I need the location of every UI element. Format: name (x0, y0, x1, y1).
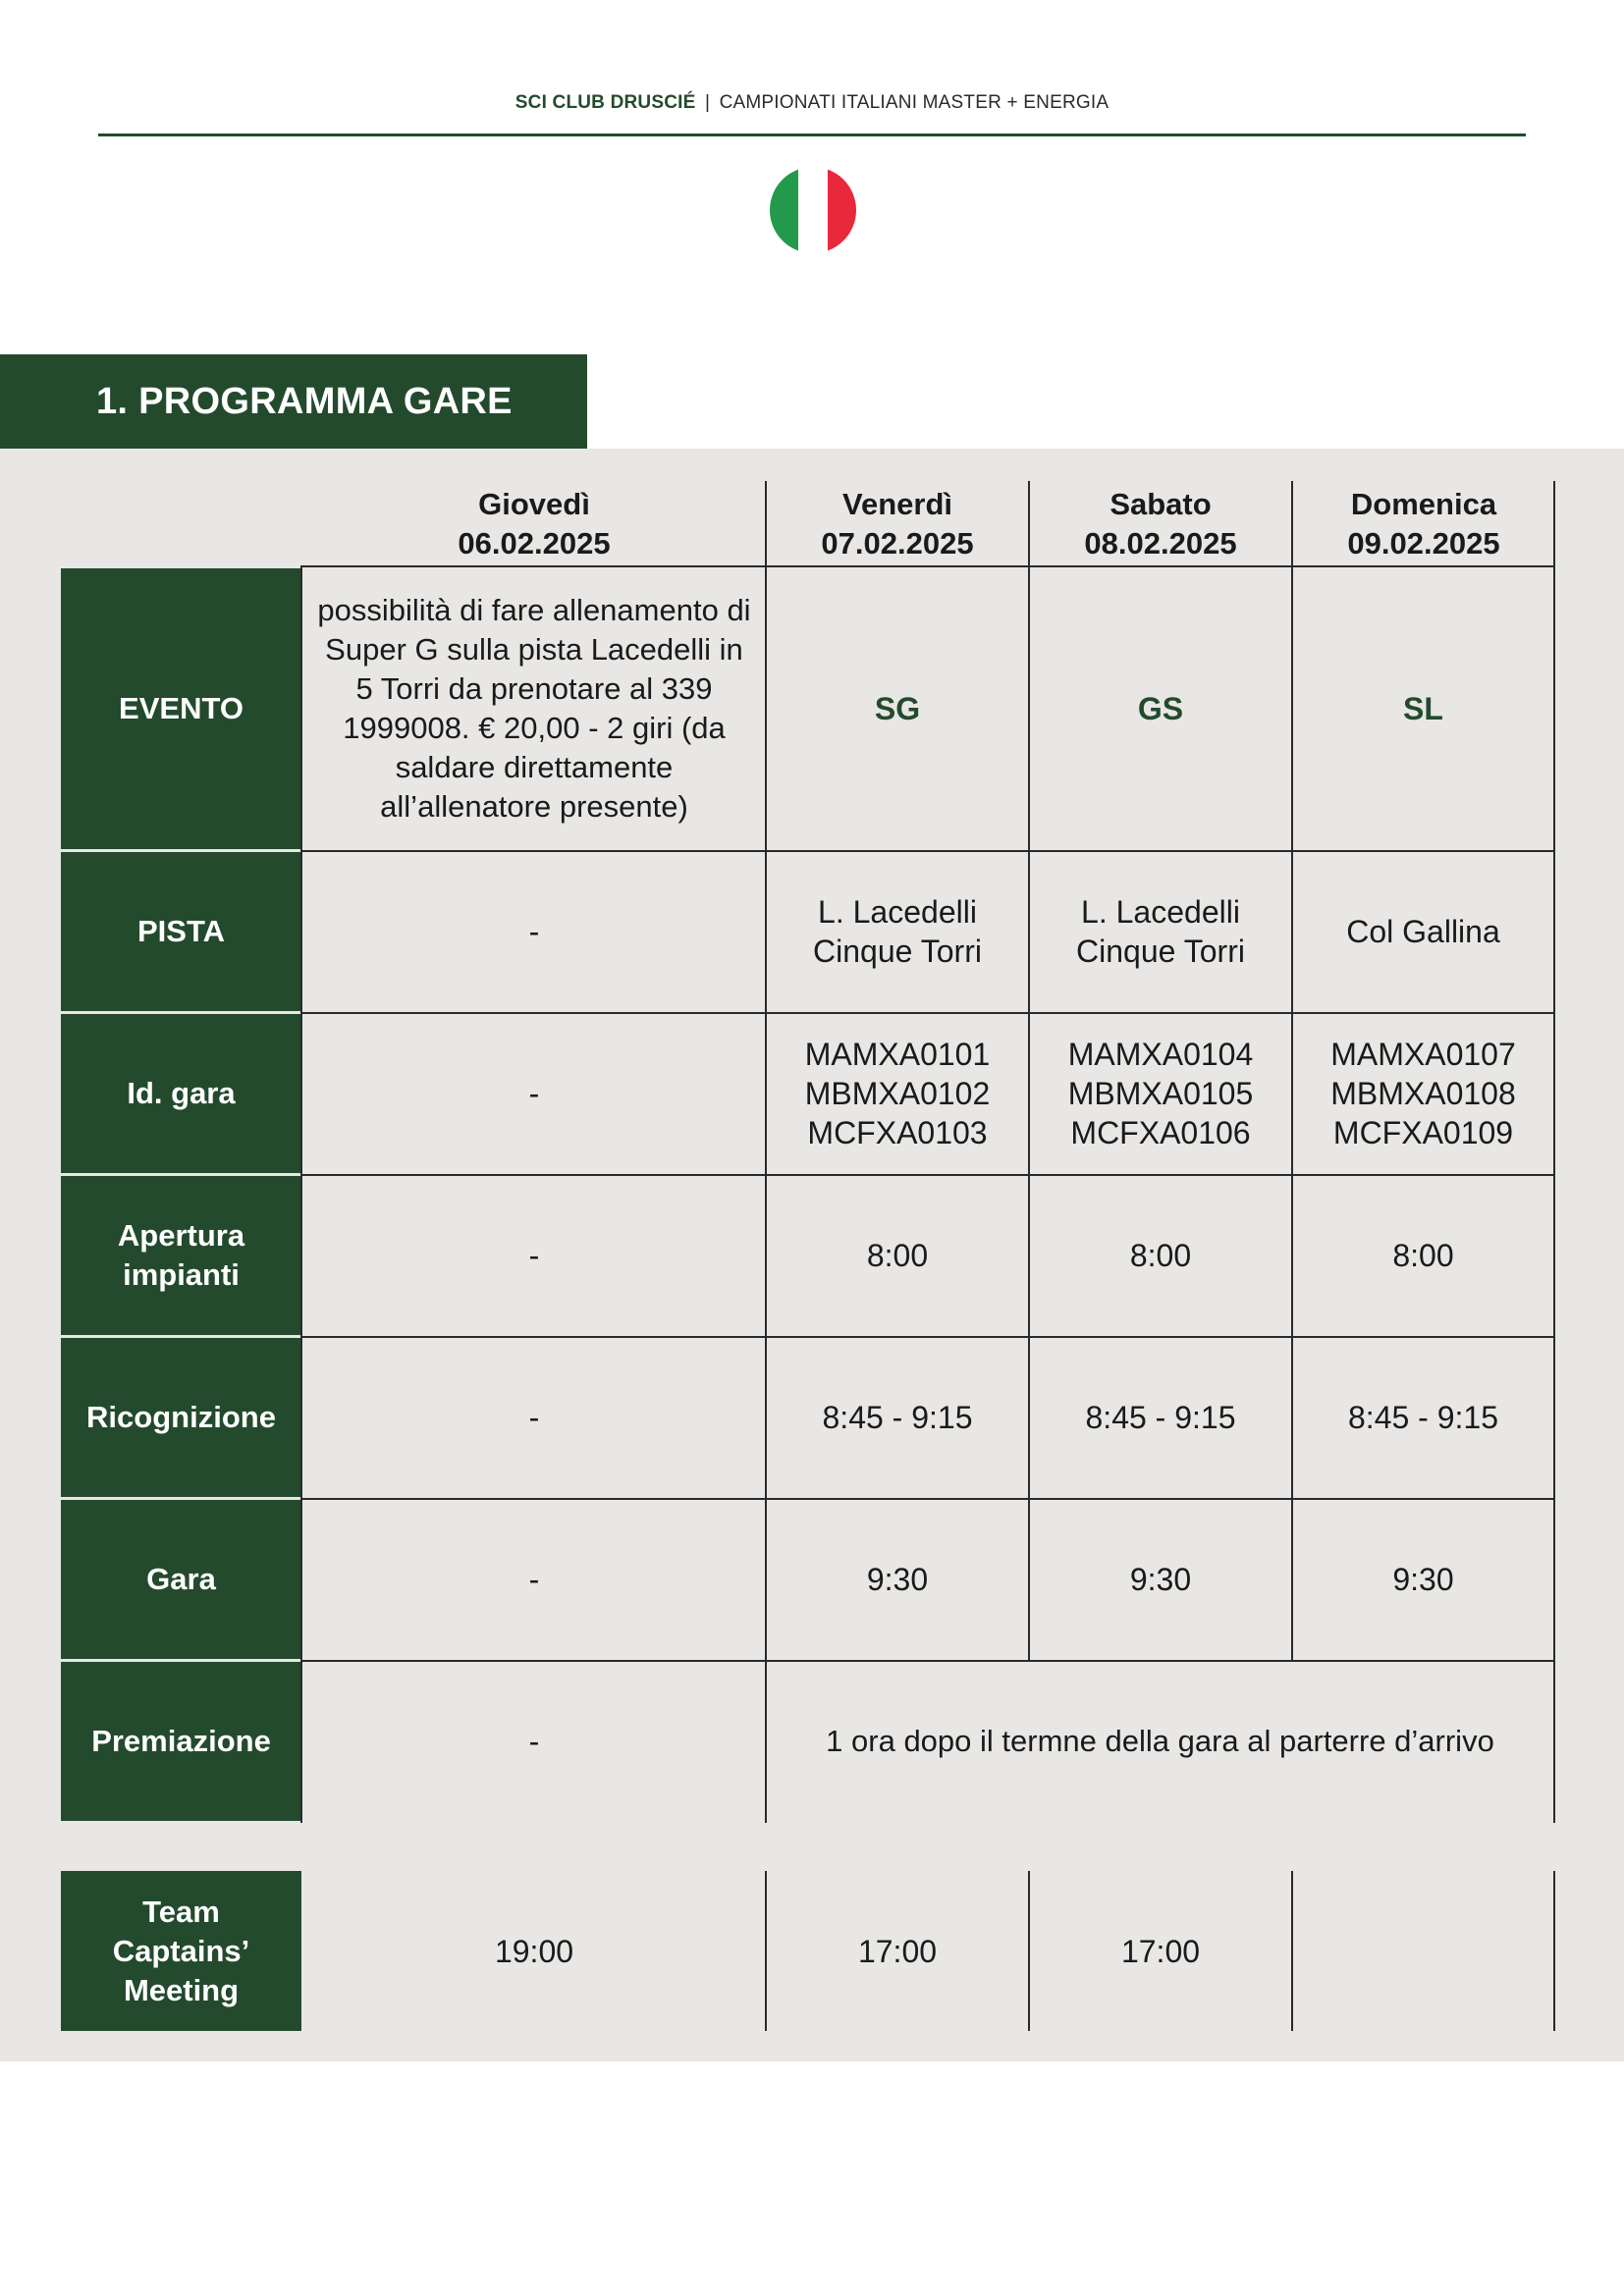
cell-ricognizione-sunday: 8:45 - 9:15 (1348, 1400, 1498, 1435)
row-label-id-gara: Id. gara (61, 1014, 301, 1173)
cell-team-meeting-friday: 17:00 (857, 1933, 938, 1969)
cell-gara-sunday: 9:30 (1392, 1562, 1454, 1597)
cell-line: MBMXA0102 (804, 1076, 991, 1111)
cell-line: MBMXA0108 (1330, 1076, 1516, 1111)
cell-line: Cinque Torri (1076, 934, 1245, 969)
cell-gara-saturday: 9:30 (1129, 1562, 1192, 1597)
day-header-sunday (1292, 485, 1555, 563)
cell-ricognizione-saturday: 8:45 - 9:15 (1085, 1400, 1236, 1435)
cell-apertura-sunday: 8:00 (1392, 1238, 1454, 1273)
label-line: Meeting (123, 1972, 240, 2007)
cell-premiazione-fri-sun: 1 ora dopo il termne della gara al parterre d’arrivo (826, 1724, 1494, 1758)
cell-id-gara-friday (767, 1014, 1028, 1173)
day-header-saturday (1029, 485, 1292, 563)
day-header-thursday (302, 485, 766, 563)
cell-line: L. Lacedelli (818, 894, 977, 930)
label-line: Apertura (117, 1218, 245, 1253)
cell-pista-thursday: - (528, 914, 540, 949)
cell-evento-saturday: GS (1137, 691, 1184, 726)
flag-red-stripe (828, 167, 856, 253)
label-line: impianti (123, 1257, 240, 1292)
cell-line: MCFXA0106 (1070, 1115, 1251, 1150)
label-line: Team (142, 1894, 220, 1929)
cell-team-meeting-saturday: 17:00 (1120, 1933, 1201, 1969)
cell-premiazione-thursday: - (528, 1724, 540, 1759)
cell-line: MBMXA0105 (1067, 1076, 1254, 1111)
cell-id-gara-saturday (1030, 1014, 1291, 1173)
cell-team-meeting-thursday: 19:00 (494, 1933, 574, 1969)
section-title: 1. PROGRAMMA GARE (0, 354, 587, 449)
italian-flag-icon (770, 167, 856, 253)
grid-vline (1553, 481, 1555, 1823)
cell-ricognizione-thursday: - (528, 1400, 540, 1435)
cell-line: L. Lacedelli (1081, 894, 1240, 930)
cell-evento-friday: SG (874, 691, 921, 726)
day-header-friday (766, 485, 1029, 563)
day-date: 06.02.2025 (458, 526, 611, 561)
club-name: SCI CLUB DRUSCIÉ (514, 92, 696, 113)
cell-ricognizione-friday: 8:45 - 9:15 (822, 1400, 973, 1435)
row-label-ricognizione: Ricognizione (61, 1338, 301, 1497)
document-header (0, 92, 1624, 114)
cell-apertura-saturday: 8:00 (1129, 1238, 1192, 1273)
day-name: Sabato (1110, 487, 1212, 521)
cell-line: MAMXA0101 (804, 1037, 991, 1072)
flag-green-stripe (770, 167, 798, 253)
cell-apertura-thursday: - (528, 1238, 540, 1273)
grid-vline (1553, 1871, 1555, 2031)
cell-line: MAMXA0107 (1330, 1037, 1516, 1072)
day-date: 09.02.2025 (1347, 526, 1500, 561)
cell-id-gara-thursday: - (528, 1076, 540, 1111)
day-name: Venerdì (842, 487, 952, 521)
row-label-apertura (61, 1176, 301, 1335)
row-label-pista: PISTA (61, 852, 301, 1011)
cell-evento-thursday: possibilità di fare allenamento di Super G sulla pista Lacedelli in 5 Torri da prenotare al 339 1999008. € 20,00 - 2 giri (da saldare direttamente all’allenatore presente) (317, 593, 751, 824)
cell-evento-sunday: SL (1403, 691, 1443, 726)
day-name: Domenica (1350, 487, 1497, 521)
cell-gara-thursday: - (528, 1562, 540, 1597)
label-line: Captains’ (112, 1933, 250, 1968)
cell-line: MCFXA0103 (807, 1115, 988, 1150)
cell-pista-saturday (1030, 852, 1291, 1011)
cell-id-gara-sunday (1293, 1014, 1553, 1173)
cell-line: MCFXA0109 (1332, 1115, 1514, 1150)
cell-pista-friday (767, 852, 1028, 1011)
grid-vline (300, 566, 302, 1823)
header-rule (98, 133, 1526, 136)
cell-pista-sunday: Col Gallina (1346, 914, 1500, 949)
day-name: Giovedì (478, 487, 590, 521)
cell-gara-friday: 9:30 (866, 1562, 929, 1597)
row-label-team-meeting (61, 1871, 301, 2031)
row-label-gara: Gara (61, 1500, 301, 1659)
cell-apertura-friday: 8:00 (866, 1238, 929, 1273)
cell-team-meeting-sunday (1293, 1871, 1553, 2031)
grid-hline (300, 565, 1555, 567)
flag-white-stripe (798, 167, 827, 253)
cell-line: Cinque Torri (813, 934, 982, 969)
row-label-premiazione: Premiazione (61, 1662, 301, 1821)
day-date: 07.02.2025 (821, 526, 974, 561)
day-date: 08.02.2025 (1084, 526, 1237, 561)
row-label-evento: EVENTO (61, 568, 301, 849)
header-separator: | (704, 92, 711, 113)
header-subtitle: CAMPIONATI ITALIANI MASTER + ENERGIA (719, 92, 1110, 113)
cell-line: MAMXA0104 (1067, 1037, 1254, 1072)
